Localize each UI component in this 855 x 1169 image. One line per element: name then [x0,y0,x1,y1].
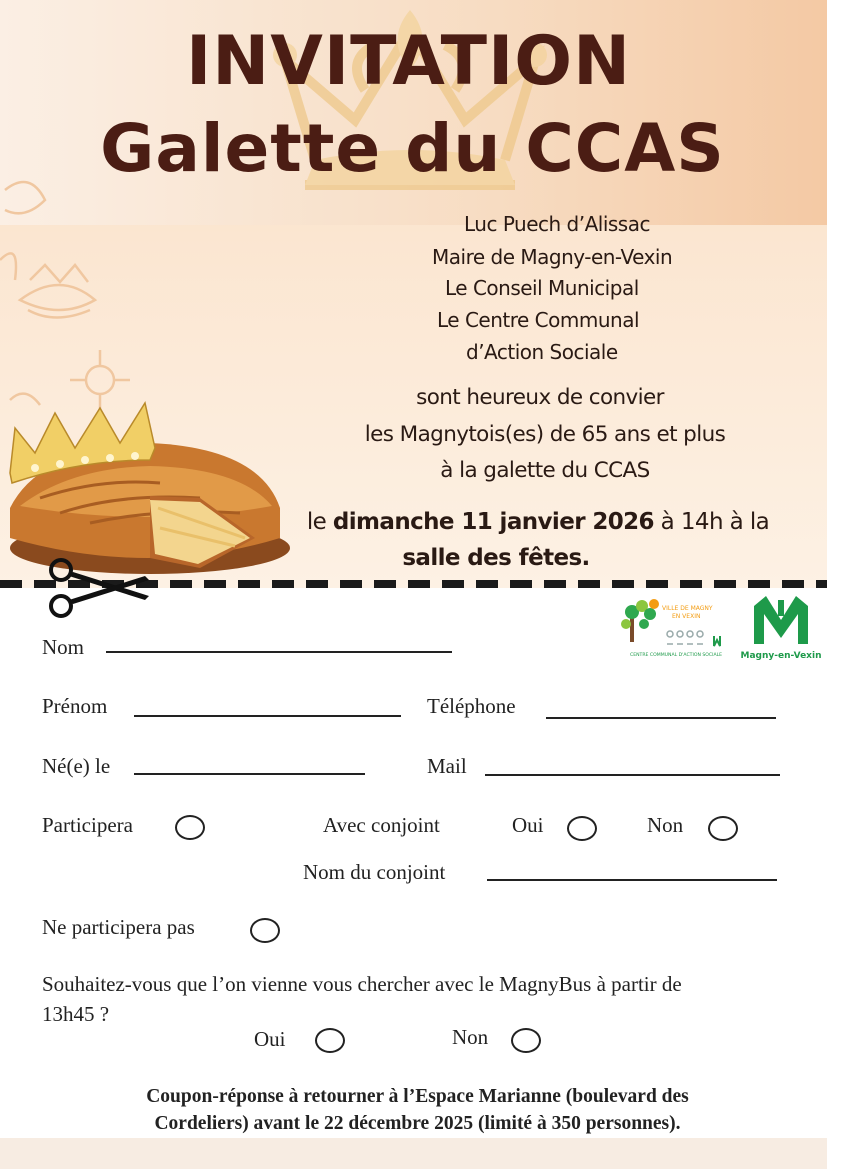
ccas-logo-icon [622,598,732,660]
invitation-title: INVITATION [186,22,631,101]
conjoint-oui-radio[interactable] [567,816,597,841]
event-date-prefix: le [306,509,333,535]
magny-en-vexin-logo-icon [740,592,822,662]
invitation-header-area [0,0,827,588]
message-line-2: les Magnytois(es) de 65 ans et plus [364,422,726,447]
avec-conjoint-label: Avec conjoint [323,813,440,837]
birthdate-label: Né(e) le [42,754,111,778]
mail-field[interactable] [485,774,780,776]
ne-participera-pas-radio[interactable] [250,918,280,943]
event-title: Galette du CCAS [100,110,725,187]
magnybus-time: 13h45 ? [42,1002,110,1026]
event-date-bold: dimanche 11 janvier 2026 [332,509,654,535]
ne-participera-pas-label: Ne participera pas [42,915,195,939]
event-date [222,509,854,535]
telephone-label: Téléphone [427,694,516,718]
birthdate-field[interactable] [134,773,365,775]
town-name-label: Magny-en-Vexin [740,651,822,661]
footer-line-1: Coupon-réponse à retourner à l’Espace Marianne (boulevard des [146,1086,689,1107]
svg-text:EN VEXIN: EN VEXIN [672,613,701,620]
host-mayor-name: Luc Puech d’Alissac [464,212,650,236]
message-line-3: à la galette du CCAS [440,458,650,483]
magnybus-non-label: Non [452,1025,489,1049]
event-date-suffix: à 14h à la [653,509,770,535]
host-council: Le Conseil Municipal [445,276,639,300]
svg-text:VILLE DE MAGNY: VILLE DE MAGNY [662,605,713,612]
telephone-field[interactable] [546,717,776,719]
galette-image-icon [0,388,290,580]
conjoint-non-radio[interactable] [708,816,738,841]
scissors-icon [45,556,155,620]
magnybus-oui-label: Oui [254,1027,286,1051]
nom-label: Nom [42,635,84,659]
host-ccas-line1: Le Centre Communal [437,308,640,332]
nom-field[interactable] [106,651,452,653]
magnybus-oui-radio[interactable] [315,1028,345,1053]
participera-radio[interactable] [175,815,205,840]
event-place: salle des fêtes. [402,545,590,571]
footer-line-2: Cordeliers) avant le 22 décembre 2025 (limité à 350 personnes). [154,1113,681,1134]
message-line-1: sont heureux de convier [416,385,664,410]
magnybus-non-radio[interactable] [511,1028,541,1053]
prenom-field[interactable] [134,715,401,717]
ccas-logo-text: CENTRE COMMUNAL D'ACTION SOCIALE [630,653,723,658]
nom-conjoint-label: Nom du conjoint [303,860,446,884]
conjoint-oui-label: Oui [512,813,544,837]
nom-conjoint-field[interactable] [487,879,777,881]
host-mayor-title: Maire de Magny-en-Vexin [432,245,673,269]
bottom-strip [0,1138,827,1169]
participera-label: Participera [42,813,133,837]
magnybus-question: Souhaitez-vous que l’on vienne vous chercher avec le MagnyBus à partir de [42,972,682,996]
mail-label: Mail [427,754,467,778]
host-ccas-line2: d’Action Sociale [466,340,618,364]
coupon-footer [60,1083,775,1137]
conjoint-non-label: Non [647,813,684,837]
prenom-label: Prénom [42,694,108,718]
